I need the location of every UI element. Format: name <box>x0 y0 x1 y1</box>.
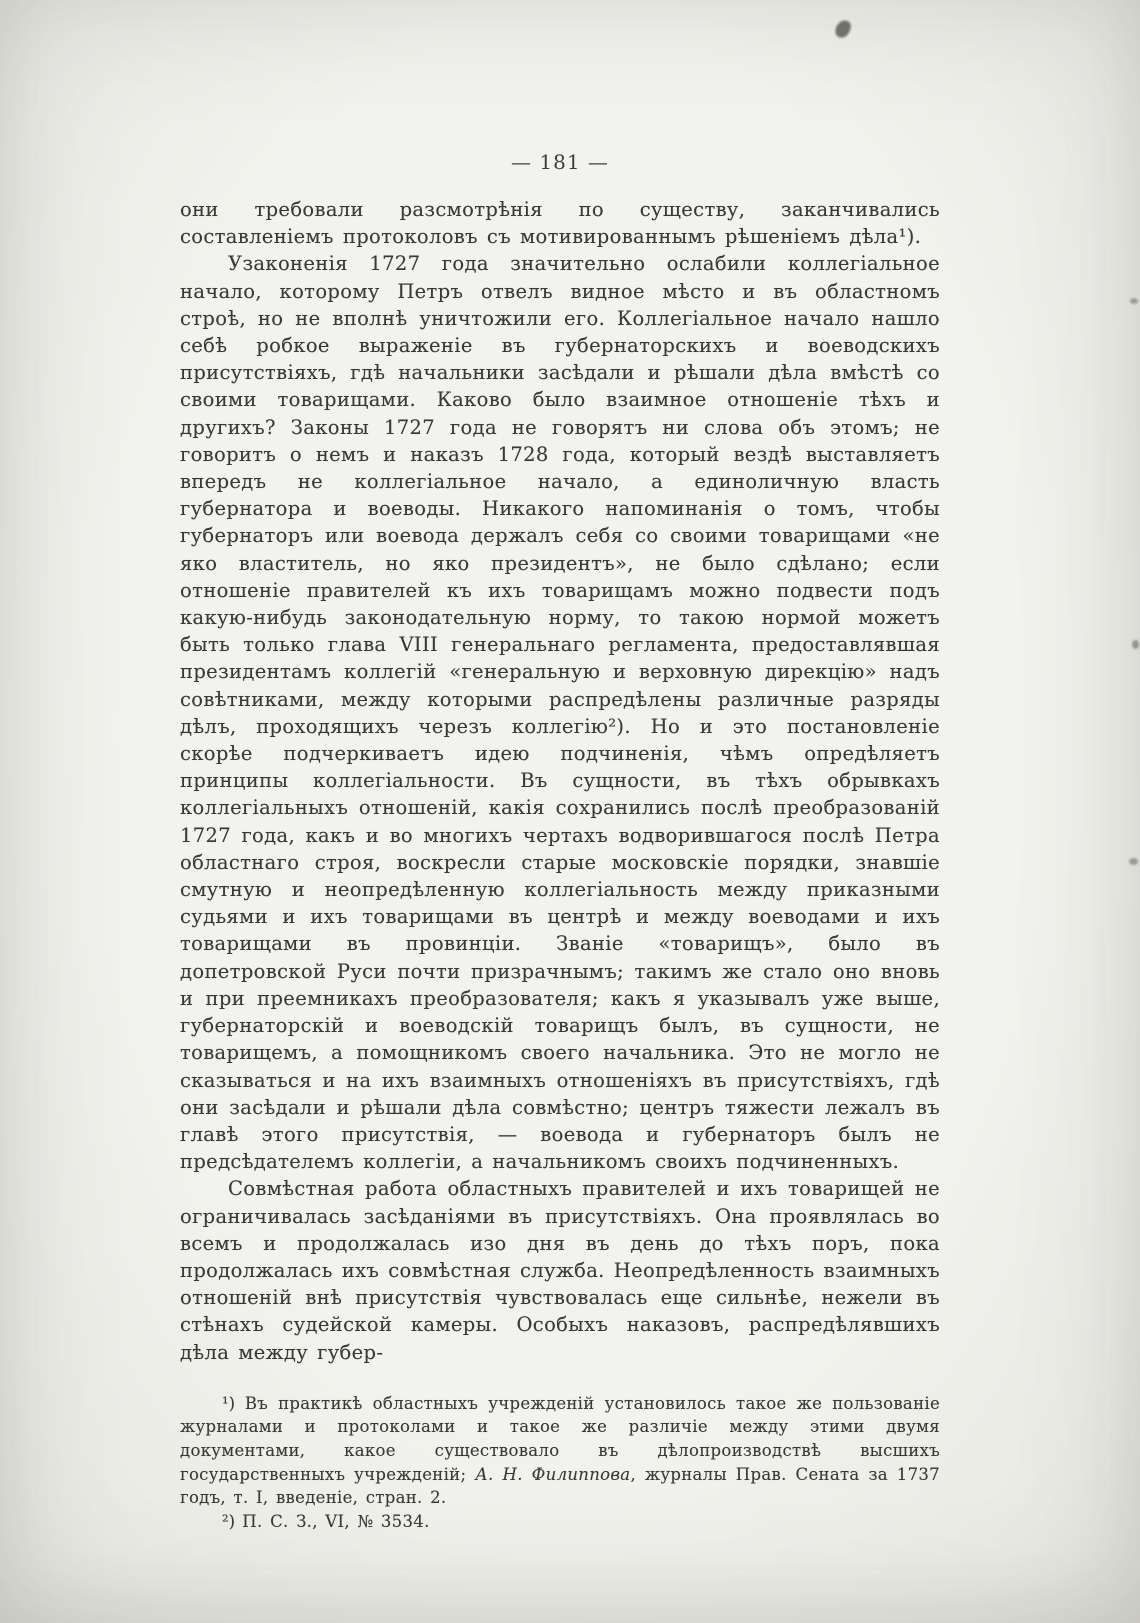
paragraph: Узаконенія 1727 года значительно ослабили коллегіальное начало, которому Петръ отвелъ видное мѣсто и въ областномъ строѣ, но не вполнѣ уничтожили его. Коллегіальное начало нашло себѣ робкое выраженіе въ губернаторскихъ и воеводскихъ присутствіяхъ, гдѣ начальники засѣдали и рѣшали дѣла вмѣстѣ со своими товарищами. Каково было взаимное отношеніе тѣхъ и другихъ? Законы 1727 года не говорятъ ни слова объ этомъ; не говоритъ о немъ и наказъ 1728 года, который вездѣ выставляетъ впередъ не коллегіальное начало, а единоличную власть губернатора и воеводы. Никакого напоминанія о томъ, чтобы губернаторъ или воевода держалъ себя со своими товарищами «не яко властитель, но яко президентъ», не было сдѣлано; если отношеніе правителей къ ихъ товарищамъ можно подвести подъ какую-нибудь законодательную норму, то такою нормой можетъ быть только глава VIII генеральнаго регламента, предоставлявшая президентамъ коллегій «генеральную и верховную дирекцію» надъ совѣтниками, между которыми распредѣлены различные разряды дѣлъ, проходящихъ черезъ коллегію²). Но и это постановленіе скорѣе подчеркиваетъ идею подчиненія, чѣмъ опредѣляетъ принципы коллегіальности. Въ сущности, въ тѣхъ обрывкахъ коллегіальныхъ отношеній, какія сохранились послѣ преобразованій 1727 года, какъ и во многихъ чертахъ водворившагося послѣ Петра областнаго строя, воскресли старые московскіе порядки, знавшіе смутную и неопредѣленную коллегіальность между приказными судьями и ихъ товарищами въ центрѣ и между воеводами и ихъ товарищами въ провинціи. Званіе «товарищъ», было въ допетровской Руси почти призрачнымъ; такимъ же стало оно вновь и при преемникахъ преобразователя; какъ я указывалъ уже выше, губернаторскій и воеводскій товарищъ былъ, въ сущности, не товарищемъ, а помощникомъ своего начальника. Это не могло не сказываться и на ихъ взаимныхъ отношеніяхъ въ присутствіяхъ, гдѣ они засѣдали и рѣшали дѣла совмѣстно; центръ тяжести лежалъ въ главѣ этого присутствія, — воевода и губернаторъ былъ не предсѣдателемъ коллегіи, а начальникомъ своихъ подчиненныхъ. <box>180 252 940 1174</box>
page-number: — 181 — <box>511 150 609 174</box>
footnote-1-citation: , журналы Прав. Сената за 1737 годъ, т. I, введеніе, стран. 2. <box>180 1464 940 1508</box>
paragraph: Совмѣстная работа областныхъ правителей и ихъ товарищей не ограничивалась засѣданіями въ присутствіяхъ. Она проявлялась во всемъ и продолжалась изо дня въ день до тѣхъ поръ, пока продолжалась ихъ совмѣстная служба. Неопредѣленность взаимныхъ отношеній внѣ присутствія чувствовалась еще сильнѣе, нежели въ стѣнахъ судейской камеры. Особыхъ наказовъ, распредѣлявшихъ дѣла между губер- <box>180 1177 940 1364</box>
footnote-1-text: Въ практикѣ областныхъ учрежденій установилось такое же пользованіе журналами и протоколами и такое же различіе между этими двумя документами, какое существовало въ дѣлопроизводствѣ высшихъ государственныхъ учрежденій; <box>180 1393 941 1484</box>
paragraph-continuation: они требовали разсмотрѣнія по существу, заканчивались составленіемъ протоколовъ съ мотивированнымъ рѣшеніемъ дѣла¹). <box>180 198 940 249</box>
footnote-2 <box>180 1510 940 1534</box>
text-column <box>180 150 940 1533</box>
scan-speck-artifact <box>1129 858 1138 865</box>
footnote-1-marker: ¹) <box>222 1393 245 1413</box>
body-text <box>180 196 940 1366</box>
footnote-2-marker: ²) <box>222 1511 243 1531</box>
scan-speck-artifact <box>1130 298 1138 304</box>
scan-speck-artifact <box>1132 640 1139 649</box>
footnote-2-text: П. С. З., VI, № 3534. <box>242 1511 430 1531</box>
ink-smudge-artifact <box>833 18 852 40</box>
footnotes-section <box>180 1392 940 1534</box>
footnote-1-author: А. Н. Филиппова <box>475 1464 631 1484</box>
footnote-1 <box>180 1392 940 1510</box>
